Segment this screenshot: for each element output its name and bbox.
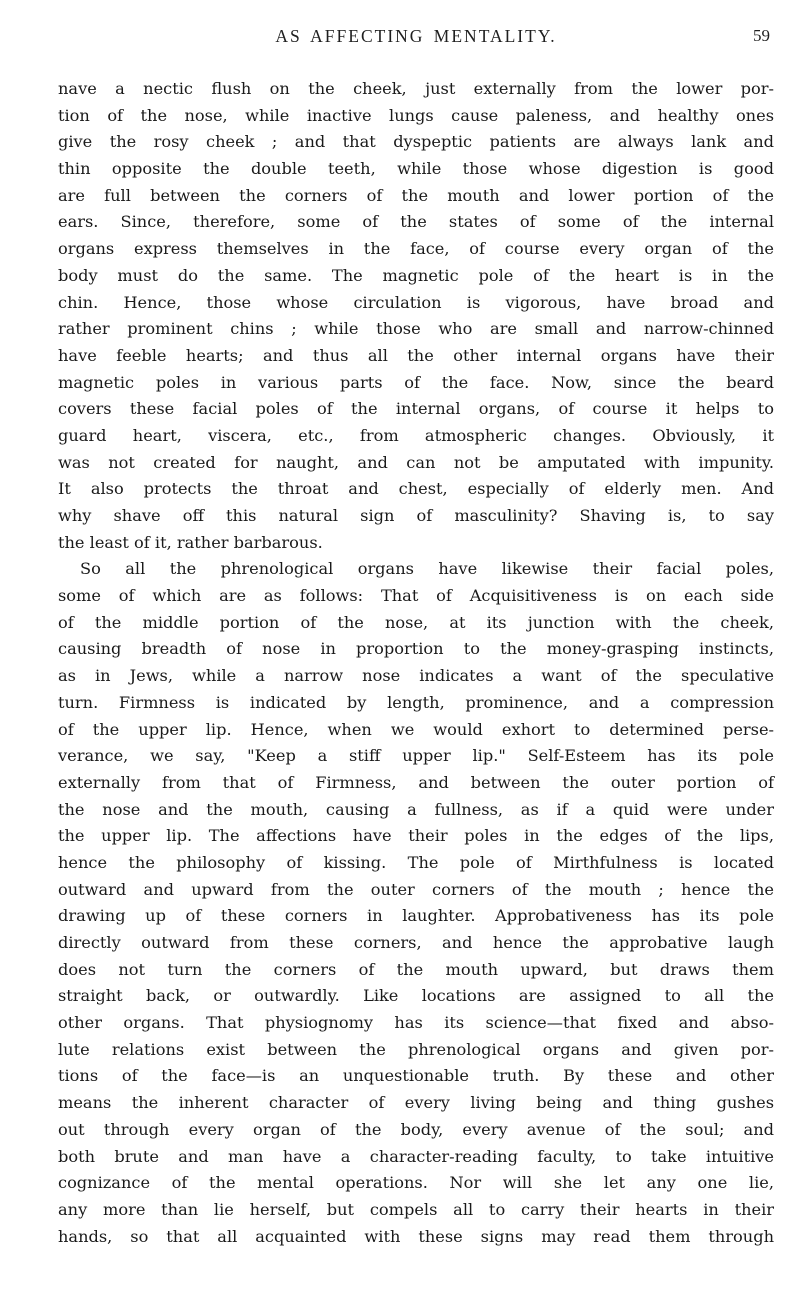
text-line: outward and upward from the outer corners of the mouth ; hence the — [58, 879, 774, 899]
text-line: nave a nectic flush on the cheek, just externally from the lower por- — [58, 79, 774, 98]
text-line: thin opposite the double teeth, while those whose digestion is good — [58, 159, 774, 179]
text-line: tions of the face—is an unquestionable truth. By these and other — [58, 1066, 774, 1086]
text-line: cognizance of the mental operations. Nor will she let any one lie, — [58, 1173, 774, 1193]
page-number: 59 — [753, 26, 770, 45]
text-line: guard heart, viscera, etc., from atmospheric changes. Obviously, it — [58, 425, 774, 445]
text-line: of the middle portion of the nose, at its junction with the cheek, — [58, 612, 774, 632]
text-line: drawing up of these corners in laughter. Approbativeness has its pole — [58, 906, 774, 926]
text-line: was not created for naught, and can not be amputated with impunity. — [58, 452, 774, 472]
text-line: covers these facial poles of the internal organs, of course it helps to — [58, 399, 774, 419]
body-text — [58, 76, 774, 1250]
text-line: So all the phrenological organs have likewise their facial poles, — [80, 559, 774, 579]
text-line: hence the philosophy of kissing. The pole of Mirthfulness is located — [58, 852, 774, 872]
running-head — [58, 26, 774, 52]
text-line: hands, so that all acquainted with these signs may read them through — [58, 1226, 774, 1246]
text-line: It also protects the throat and chest, especially of elderly men. And — [58, 479, 774, 499]
text-line: are full between the corners of the mouth and lower portion of the — [58, 185, 774, 205]
paragraph-1 — [58, 76, 774, 556]
text-line: the least of it, rather barbarous. — [58, 532, 323, 552]
text-line: the nose and the mouth, causing a fullness, as if a quid were under — [58, 799, 774, 819]
text-line: body must do the same. The magnetic pole of the heart is in the — [58, 265, 774, 285]
text-line: as in Jews, while a narrow nose indicates a want of the speculative — [58, 666, 774, 686]
text-line: externally from that of Firmness, and between the outer portion of — [58, 772, 774, 792]
text-line: organs express themselves in the face, of course every organ of the — [58, 239, 774, 259]
paragraph-2 — [58, 556, 774, 1250]
text-line: other organs. That physiognomy has its science—that fixed and abso- — [58, 1013, 774, 1033]
book-page — [58, 26, 774, 1250]
text-line: straight back, or outwardly. Like locations are assigned to all the — [58, 986, 774, 1006]
text-line: verance, we say, "Keep a stiff upper lip." Self-Esteem has its pole — [58, 746, 774, 766]
text-line: turn. Firmness is indicated by length, prominence, and a compression — [58, 692, 774, 712]
text-line: means the inherent character of every living being and thing gushes — [58, 1093, 774, 1113]
text-line: of the upper lip. Hence, when we would exhort to determined perse- — [58, 719, 774, 739]
text-line: rather prominent chins ; while those who are small and narrow-chinned — [58, 319, 774, 339]
text-line: ears. Since, therefore, some of the states of some of the internal — [58, 212, 774, 232]
text-line: lute relations exist between the phrenological organs and given por- — [58, 1039, 774, 1059]
text-line: causing breadth of nose in proportion to the money-grasping instincts, — [58, 639, 774, 659]
text-line: why shave off this natural sign of masculinity? Shaving is, to say — [58, 506, 774, 525]
text-line: tion of the nose, while inactive lungs cause paleness, and healthy ones — [58, 105, 774, 125]
text-line: have feeble hearts; and thus all the other internal organs have their — [58, 345, 774, 365]
text-line: directly outward from these corners, and hence the approbative laugh — [58, 933, 774, 952]
text-line: give the rosy cheek ; and that dyspeptic patients are always lank and — [58, 132, 774, 152]
text-line: magnetic poles in various parts of the face. Now, since the beard — [58, 372, 774, 392]
text-line: chin. Hence, those whose circulation is vigorous, have broad and — [58, 292, 774, 312]
text-line: the upper lip. The affections have their poles in the edges of the lips, — [58, 826, 774, 846]
text-line: some of which are as follows: That of Acquisitiveness is on each side — [58, 586, 774, 606]
running-title: AS AFFECTING MENTALITY. — [275, 26, 557, 46]
text-line: both brute and man have a character-reading faculty, to take intuitive — [58, 1146, 774, 1166]
text-line: does not turn the corners of the mouth upward, but draws them — [58, 959, 774, 979]
text-line: any more than lie herself, but compels all to carry their hearts in their — [58, 1199, 774, 1219]
text-line: out through every organ of the body, every avenue of the soul; and — [58, 1119, 774, 1139]
